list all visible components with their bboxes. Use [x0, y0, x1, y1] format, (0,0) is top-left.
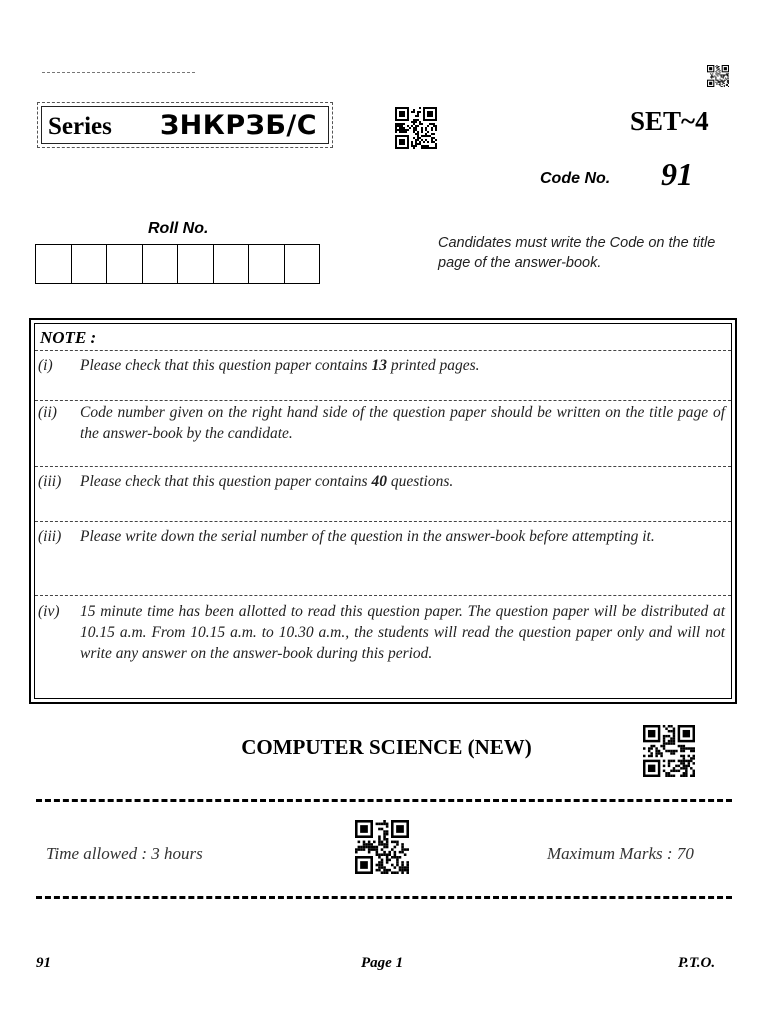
top-rule	[42, 72, 195, 73]
note-item-number: (iii)	[38, 528, 62, 545]
note-item-text: Please check that this question paper contains 40 questions.	[80, 473, 454, 490]
qr-code-icon	[355, 820, 409, 874]
note-divider	[35, 400, 731, 401]
note-item-text: Please write down the serial number of the question in the answer-book before attempting it.	[80, 528, 655, 545]
footer-code: 91	[36, 955, 51, 971]
note-divider	[35, 521, 731, 522]
roll-number-box	[72, 245, 108, 283]
footer-page-number: Page 1	[361, 955, 404, 971]
roll-number-box	[143, 245, 179, 283]
roll-number-box	[214, 245, 250, 283]
note-item-number: (i)	[38, 357, 53, 374]
note-item	[35, 471, 725, 492]
time-allowed: Time allowed : 3 hours	[46, 844, 203, 863]
note-item-number: (iii)	[38, 473, 62, 490]
note-item	[35, 402, 725, 444]
series-label: Series	[48, 113, 112, 140]
series-code: ЗНКРЗБ/С	[160, 110, 318, 141]
note-item-text: Code number given on the right hand side of the question paper should be written on the title page of the answer-book by the candidate.	[80, 404, 725, 442]
roll-number-box	[285, 245, 320, 283]
roll-number-box	[178, 245, 214, 283]
set-number: SET~4	[630, 106, 709, 136]
note-item	[35, 526, 725, 547]
roll-number-box	[36, 245, 72, 283]
note-item	[35, 601, 725, 664]
note-item-number: (iv)	[38, 603, 60, 620]
note-divider	[35, 350, 731, 351]
dashed-separator	[36, 799, 732, 802]
qr-code-icon	[707, 65, 729, 87]
note-divider	[35, 595, 731, 596]
note-box-inner	[34, 323, 732, 699]
note-title: NOTE :	[40, 328, 97, 347]
candidates-instruction: Candidates must write the Code on the title page of the answer-book.	[438, 235, 716, 271]
code-label: Code No.	[540, 170, 611, 187]
note-item	[35, 355, 725, 376]
note-item-number: (ii)	[38, 404, 57, 421]
series-box	[37, 102, 333, 148]
roll-number-label: Roll No.	[148, 220, 209, 237]
note-box	[29, 318, 737, 704]
maximum-marks: Maximum Marks : 70	[547, 844, 694, 863]
dashed-separator	[36, 896, 732, 899]
series-box-inner	[41, 106, 329, 144]
roll-number-boxes	[35, 244, 320, 284]
note-item-text: 15 minute time has been allotted to read this question paper. The question paper will be distributed at 10.15 a.m. From 10.15 a.m. to 10.30 a.m., the students will read the question paper only and will not write any answer on the answer-book during this period.	[80, 603, 725, 662]
note-item-text: Please check that this question paper contains 13 printed pages.	[80, 357, 480, 374]
subject-title: COMPUTER SCIENCE (NEW)	[241, 735, 532, 759]
qr-code-icon	[395, 107, 437, 149]
roll-number-box	[107, 245, 143, 283]
note-divider	[35, 466, 731, 467]
footer-pto: P.T.O.	[678, 955, 716, 971]
roll-number-box	[249, 245, 285, 283]
code-value: 91	[661, 156, 693, 192]
